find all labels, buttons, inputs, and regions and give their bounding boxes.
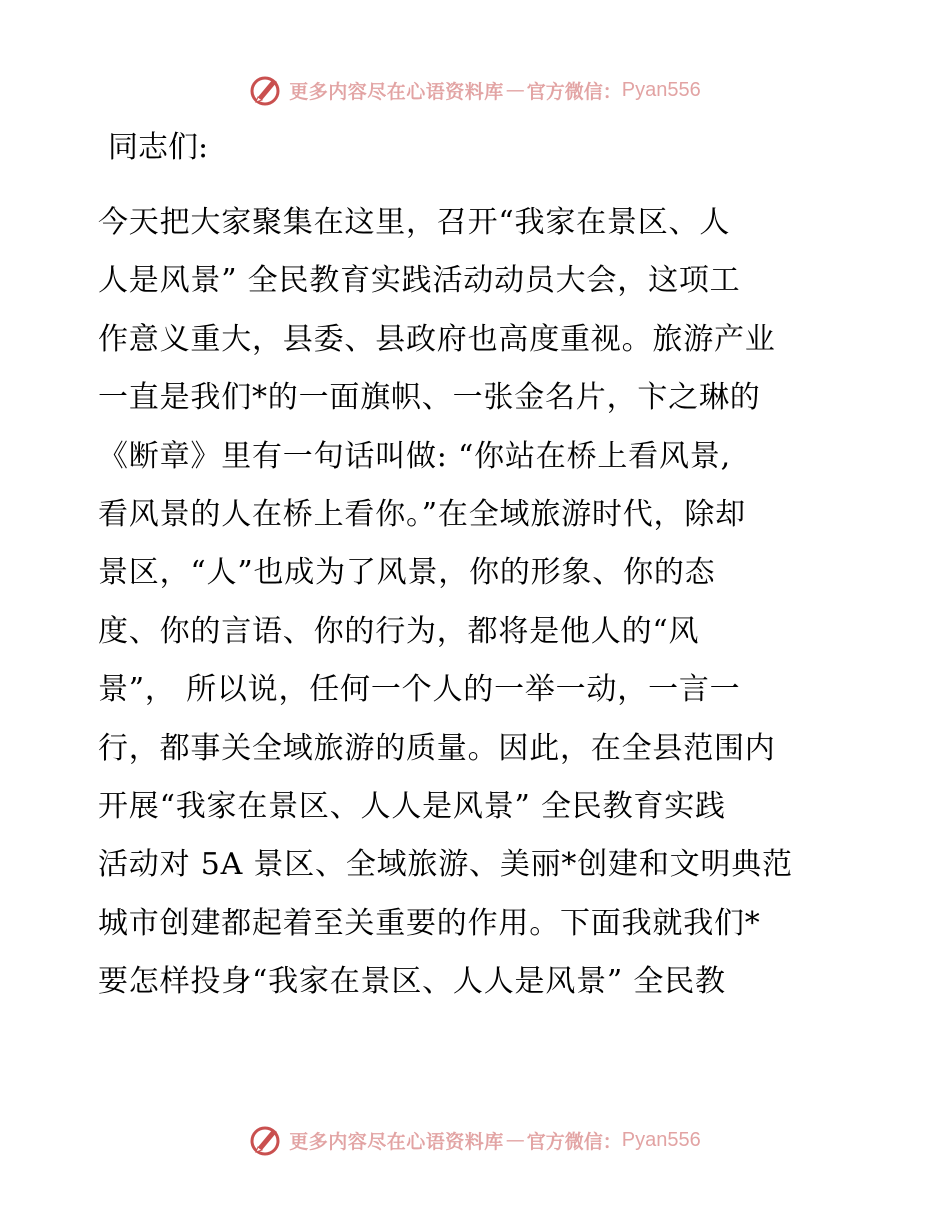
text-line: 开展“我家在景区、人人是风景” 全民教育实践 xyxy=(98,788,726,824)
salutation: 同志们: xyxy=(108,130,209,165)
banner-brand-text: 更多内容尽在心语资料库 xyxy=(289,80,504,103)
banner-wechat-handle: Pyan556 xyxy=(621,78,701,101)
banner-brand-text: 更多内容尽在心语资料库 xyxy=(289,1130,504,1153)
text-line: 今天把大家聚集在这里，召开“我家在景区、人 xyxy=(98,205,731,240)
paragraph xyxy=(98,194,858,1011)
pen-logo-icon xyxy=(249,1123,283,1157)
text-line: 景区，“人”也成为了风景，你的形象、你的态 xyxy=(98,555,716,591)
banner-wechat-label: 官方微信： xyxy=(526,1130,622,1153)
footer-banner xyxy=(0,1118,950,1162)
text-line: 要怎样投身“我家在景区、人人是风景” 全民教 xyxy=(98,964,726,1000)
banner-separator: — xyxy=(505,1129,525,1151)
text-line: 行，都事关全域旅游的质量。因此，在全县范围内 xyxy=(98,730,776,766)
text-line: 一直是我们*的一面旗帜、一张金名片，卞之琳的 xyxy=(98,380,761,416)
banner-wechat-label: 官方微信： xyxy=(526,80,622,103)
document-body xyxy=(98,120,858,1011)
text-line: 《断章》里有一句话叫做: “你站在桥上看风景, xyxy=(98,438,731,474)
text-line: 活动对 5A 景区、全域旅游、美丽*创建和文明典范 xyxy=(98,847,793,883)
text-line: 作意义重大，县委、县政府也高度重视。旅游产业 xyxy=(98,321,776,357)
text-line: 人是风景” 全民教育实践活动动员大会，这项工 xyxy=(98,263,741,299)
pen-logo-icon xyxy=(249,73,283,107)
text-line: 城市创建都起着至关重要的作用。下面我就我们* xyxy=(98,905,761,941)
text-line: 景”， 所以说，任何一个人的一举一动，一言一 xyxy=(98,672,741,708)
banner-wechat-handle: Pyan556 xyxy=(621,1128,701,1151)
text-line: 看风景的人在桥上看你。”在全域旅游时代，除却 xyxy=(98,496,746,532)
text-line: 度、你的言语、你的行为，都将是他人的“风 xyxy=(98,613,700,649)
banner-separator: — xyxy=(505,79,525,101)
header-banner xyxy=(0,68,950,112)
